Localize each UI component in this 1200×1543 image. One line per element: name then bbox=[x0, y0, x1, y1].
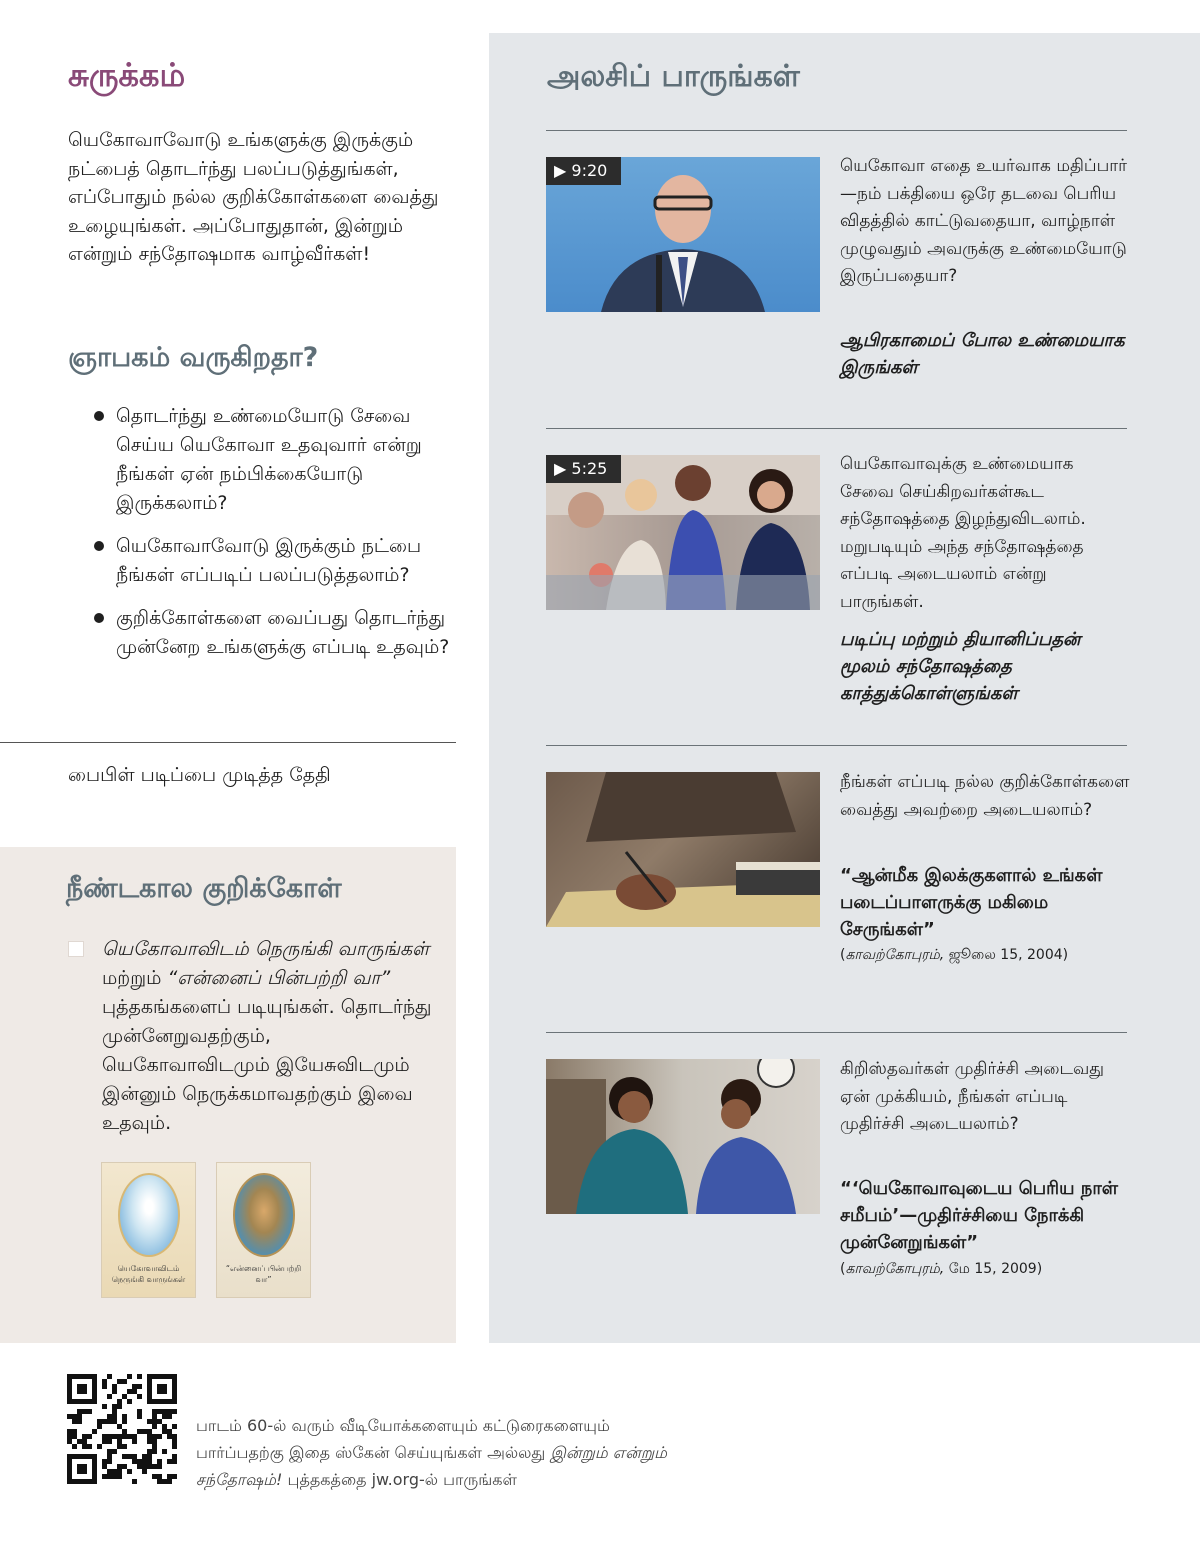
footer-text bbox=[196, 1412, 696, 1493]
qr-module bbox=[162, 1449, 167, 1454]
qr-module bbox=[107, 1374, 112, 1379]
source-paren: ( bbox=[840, 947, 846, 963]
qr-finder bbox=[67, 1374, 97, 1404]
footer-book-title: இன்றும் என்றும் சந்தோஷம்! bbox=[196, 1443, 668, 1489]
completion-date-label: பைபிள் படிப்பை முடித்த தேதி bbox=[68, 764, 331, 786]
book1-name: யெகோவாவிடம் நெருங்கி வாருங்கள் bbox=[102, 938, 430, 960]
date-write-line[interactable] bbox=[0, 742, 456, 743]
qr-module bbox=[122, 1419, 127, 1424]
qr-module bbox=[97, 1424, 102, 1429]
qr-module bbox=[87, 1444, 92, 1449]
recall-title: ஞாபகம் வருகிறதா? bbox=[68, 342, 319, 373]
qr-module bbox=[127, 1399, 132, 1404]
qr-module bbox=[167, 1414, 172, 1419]
item-link[interactable]: “ஆன்மீக இலக்குகளால் உங்கள் படைப்பாளருக்கு மகிமை சேருங்கள்” bbox=[840, 865, 1103, 940]
source-paren: ( bbox=[840, 1261, 846, 1277]
goal-text bbox=[102, 935, 438, 1138]
qr-module bbox=[102, 1384, 107, 1389]
qr-code[interactable] bbox=[67, 1374, 177, 1484]
nurses-illustration bbox=[546, 1059, 820, 1214]
qr-module bbox=[172, 1409, 177, 1414]
divider bbox=[546, 1032, 1127, 1033]
item-question: யெகோவாவுக்கு உண்மையாக சேவை செய்கிறவர்கள்கூட சந்தோஷத்தை இழந்துவிடலாம். மறுபடியும் அந்த சந்தோஷத்தை எப்படி அடையலாம் என்று பாருங்கள். bbox=[840, 454, 1086, 612]
item-link[interactable]: “‘யெகோவாவுடைய பெரிய நாள் சமீபம்’—முதிர்ச்சியை நோக்கி முன்னேறுங்கள்” bbox=[840, 1178, 1118, 1253]
goal-and: மற்றும் bbox=[102, 967, 168, 989]
book-cover-draw-close[interactable] bbox=[101, 1162, 196, 1298]
browse-title: அலசிப் பாருங்கள் bbox=[547, 59, 800, 94]
recall-item-text: குறிக்கோள்களை வைப்பது தொடர்ந்து முன்னேற உங்களுக்கு எப்படி உதவும்? bbox=[116, 607, 450, 658]
recall-item bbox=[90, 402, 450, 518]
goal-title: நீண்டகால குறிக்கோள் bbox=[66, 873, 342, 904]
item-link[interactable]: ஆபிரகாமைப் போல உண்மையாக இருங்கள் bbox=[840, 330, 1125, 378]
recall-list bbox=[90, 402, 450, 676]
qr-module bbox=[172, 1459, 177, 1464]
qr-module bbox=[172, 1474, 177, 1479]
qr-module bbox=[87, 1409, 92, 1414]
qr-module bbox=[167, 1479, 172, 1484]
jesus-illustration bbox=[233, 1173, 295, 1257]
item-link[interactable]: படிப்பு மற்றும் தியானிப்பதன் மூலம் சந்தோஷத்தை காத்துக்கொள்ளுங்கள் bbox=[840, 629, 1081, 704]
qr-module bbox=[77, 1419, 82, 1424]
left-column bbox=[0, 0, 456, 1343]
qr-module bbox=[137, 1384, 142, 1389]
qr-module bbox=[102, 1404, 107, 1409]
qr-module bbox=[137, 1374, 142, 1379]
qr-module bbox=[127, 1469, 132, 1474]
book-cover-title: யெகோவாவிடம் நெருங்கி வாருங்கள் bbox=[111, 1264, 186, 1284]
item-source bbox=[840, 1259, 1130, 1279]
writing-illustration bbox=[546, 772, 820, 927]
qr-module bbox=[132, 1439, 137, 1444]
qr-module bbox=[107, 1439, 112, 1444]
qr-module bbox=[107, 1394, 112, 1399]
source-date: ஜூலை 15, 2004) bbox=[944, 947, 1069, 963]
item-question: நீங்கள் எப்படி நல்ல குறிக்கோள்களை வைத்து அவற்றை அடையலாம்? bbox=[840, 772, 1130, 820]
recall-item bbox=[90, 532, 450, 590]
qr-module bbox=[112, 1389, 117, 1394]
article-thumbnail[interactable] bbox=[546, 772, 820, 927]
summary-text: யெகோவாவோடு உங்களுக்கு இருக்கும் நட்பைத் தொடர்ந்து பலப்படுத்துங்கள், எப்போதும் நல்ல குறிக்கோள்களை வைத்து உழையுங்கள். அப்போதுதான், இன்றும் என்றும் சந்தோஷமாக வாழ்வீர்கள்! bbox=[68, 129, 439, 265]
footer-end: புத்தகத்தை jw.org-ல் பாருங்கள் bbox=[282, 1470, 517, 1489]
divider bbox=[546, 745, 1127, 746]
book-cover-follow-me[interactable] bbox=[216, 1162, 311, 1298]
qr-module bbox=[72, 1444, 77, 1449]
qr-module bbox=[127, 1374, 132, 1379]
item-question: கிறிஸ்தவர்கள் முதிர்ச்சி அடைவது ஏன் முக்கியம், நீங்கள் எப்படி முதிர்ச்சி அடையலாம்? bbox=[840, 1059, 1104, 1134]
summary-title: சுருக்கம் bbox=[68, 56, 186, 94]
book-cover-title: “என்னைப் பின்பற்றி வா” bbox=[225, 1264, 302, 1284]
qr-module bbox=[152, 1449, 157, 1454]
book2-name: “என்னைப் பின்பற்றி வா” bbox=[167, 967, 391, 989]
qr-module bbox=[142, 1469, 147, 1474]
qr-module bbox=[172, 1424, 177, 1429]
qr-module bbox=[117, 1404, 122, 1409]
qr-module bbox=[172, 1444, 177, 1449]
qr-module bbox=[87, 1434, 92, 1439]
play-duration-badge: ▶ 5:25 bbox=[546, 455, 621, 483]
qr-module bbox=[122, 1444, 127, 1449]
bullet-icon bbox=[94, 411, 104, 421]
qr-module bbox=[122, 1379, 127, 1384]
qr-module bbox=[132, 1479, 137, 1484]
qr-module bbox=[97, 1444, 102, 1449]
video-thumbnail[interactable] bbox=[546, 157, 820, 312]
goal-rest: புத்தகங்களைப் படியுங்கள். தொடர்ந்து முன்னேறுவதற்கும், யெகோவாவிடமும் இயேசுவிடமும் இன்னும் நெருக்கமாவதற்கும் இவை உதவும். bbox=[102, 996, 432, 1134]
qr-finder bbox=[67, 1454, 97, 1484]
video-thumbnail[interactable] bbox=[546, 455, 820, 610]
qr-module bbox=[112, 1449, 117, 1454]
long-term-goal-panel bbox=[0, 847, 456, 1343]
goal-checkbox[interactable] bbox=[68, 941, 84, 957]
recall-item-text: யெகோவாவோடு இருக்கும் நட்பை நீங்கள் எப்படிப் பலப்படுத்தலாம்? bbox=[116, 535, 422, 586]
article-thumbnail[interactable] bbox=[546, 1059, 820, 1214]
divider bbox=[546, 130, 1127, 131]
bullet-icon bbox=[94, 613, 104, 623]
qr-module bbox=[117, 1474, 122, 1479]
qr-finder bbox=[147, 1374, 177, 1404]
divider bbox=[546, 428, 1127, 429]
qr-module bbox=[152, 1424, 157, 1429]
qr-module bbox=[137, 1394, 142, 1399]
bullet-icon bbox=[94, 541, 104, 551]
source-publication: காவற்கோபுரம், bbox=[845, 947, 945, 963]
recall-item bbox=[90, 604, 450, 662]
item-question: யெகோவா எதை உயர்வாக மதிப்பார்—நம் பக்தியை ஒரே தடவை பெரிய விதத்தில் காட்டுவதையா, வாழ்நாள் முழுவதும் அவருக்கு உண்மையோடு இருப்பதையா? bbox=[840, 156, 1127, 286]
qr-module bbox=[157, 1464, 162, 1469]
qr-module bbox=[157, 1434, 162, 1439]
recall-item-text: தொடர்ந்து உண்மையோடு சேவை செய்ய யெகோவா உதவுவார் என்று நீங்கள் ஏன் நம்பிக்கையோடு இருக்கலாம்? bbox=[116, 405, 422, 514]
qr-module bbox=[92, 1429, 97, 1434]
item-source bbox=[840, 945, 1130, 965]
cloud-book-illustration bbox=[118, 1173, 180, 1257]
qr-module bbox=[137, 1414, 142, 1419]
source-date: மே 15, 2009) bbox=[944, 1261, 1043, 1277]
play-duration-badge: ▶ 9:20 bbox=[546, 157, 621, 185]
footer-plain: பாடம் 60-ல் வரும் வீடியோக்களையும் கட்டுரைகளையும் பார்ப்பதற்கு இதை ஸ்கேன் செய்யுங்கள் அல்லது bbox=[196, 1416, 610, 1462]
qr-module bbox=[107, 1459, 112, 1464]
source-publication: காவற்கோபுரம், bbox=[845, 1261, 945, 1277]
browse-panel bbox=[489, 33, 1200, 1343]
